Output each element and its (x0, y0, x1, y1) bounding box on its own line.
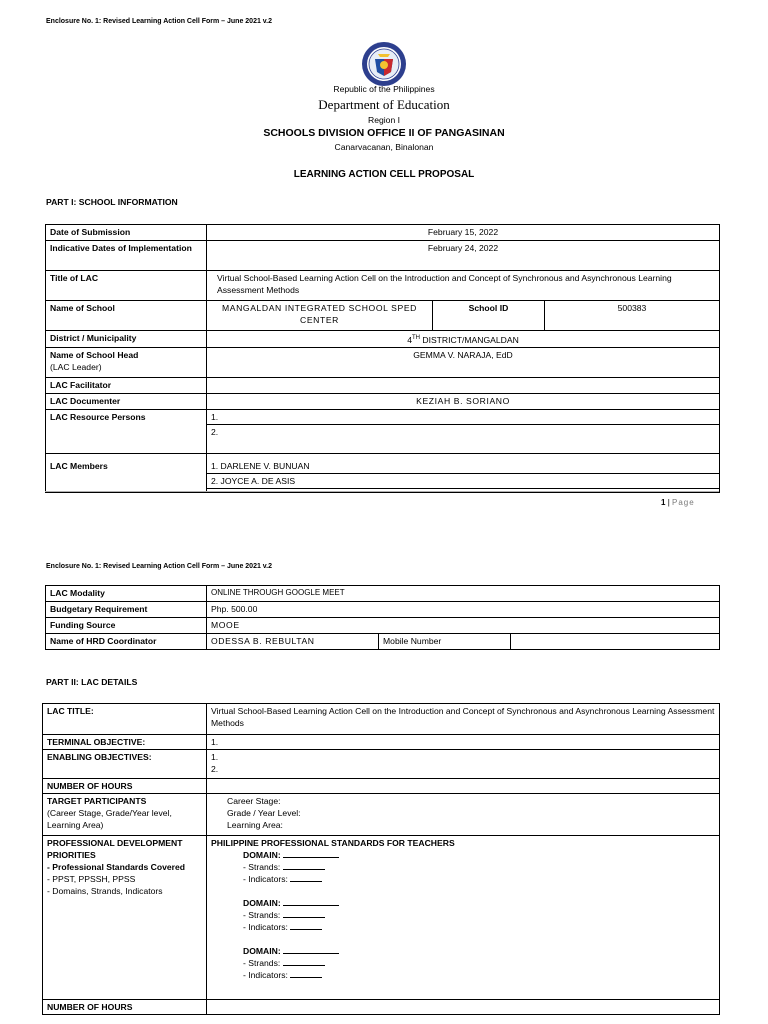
value-member-1: 1. DARLENE V. BUNUAN (207, 453, 720, 473)
indicators-3 (211, 969, 715, 981)
strands-1-label: - Strands: (243, 862, 281, 872)
value-target-participants (207, 794, 720, 836)
domain-3 (211, 945, 715, 957)
page-word: Page (672, 498, 695, 507)
indicators-3-label: - Indicators: (243, 970, 288, 980)
indicators-2 (211, 921, 715, 933)
value-documenter: KEZIAH B. SORIANO (207, 393, 720, 409)
label-documenter: LAC Documenter (46, 393, 207, 409)
label-mobile: Mobile Number (379, 634, 511, 650)
pd-priorities-title-2: PRIORITIES (47, 850, 96, 860)
indicators-1-label: - Indicators: (243, 874, 288, 884)
label-title-lac: Title of LAC (46, 271, 207, 301)
value-hrd: ODESSA B. REBULTAN (207, 634, 379, 650)
label-hrd: Name of HRD Coordinator (46, 634, 207, 650)
label-modality: LAC Modality (46, 586, 207, 602)
label-enabling-objectives: ENABLING OBJECTIVES: (43, 750, 207, 779)
republic-text: Republic of the Philippines (333, 84, 435, 94)
label-name-school: Name of School (46, 301, 207, 331)
strands-3 (211, 957, 715, 969)
region-text: Region I (367, 115, 400, 125)
learning-area-label: Learning Area: (227, 820, 283, 830)
label-date-submission: Date of Submission (46, 225, 207, 241)
label-members: LAC Members (46, 453, 207, 492)
school-info-table (45, 224, 720, 493)
deped-seal (361, 41, 407, 87)
page-number (661, 498, 695, 507)
district-name: DISTRICT/MANGALDAN (419, 334, 519, 345)
district-superscript: TH (411, 335, 420, 341)
district-number: 4 (407, 334, 412, 345)
value-resource-1: 1. (207, 409, 720, 424)
enabling-objective-2: 2. (211, 764, 219, 774)
target-participants-title: TARGET PARTICIPANTS (47, 796, 147, 806)
enclosure-label-page2: Enclosure No. 1: Revised Learning Action Cell Form – June 2021 v.2 (46, 563, 273, 570)
pd-priorities-title-1: PROFESSIONAL DEVELOPMENT (47, 838, 183, 848)
label-budget: Budgetary Requirement (46, 602, 207, 618)
domain-3-label: DOMAIN: (243, 946, 281, 956)
pd-sub-domains: - Domains, Strands, Indicators (47, 886, 163, 896)
value-modality: ONLINE THROUGH GOOGLE MEET (207, 586, 720, 602)
label-pd-priorities (43, 836, 207, 1000)
value-date-submission: February 15, 2022 (207, 225, 720, 241)
domain-2-label: DOMAIN: (243, 898, 281, 908)
label-terminal-objective: TERMINAL OBJECTIVE: (43, 735, 207, 750)
part1-title: PART I: SCHOOL INFORMATION (46, 197, 178, 207)
value-funding: MOOE (207, 618, 720, 634)
indicators-2-label: - Indicators: (243, 922, 288, 932)
career-stage-label: Career Stage: (227, 796, 281, 806)
value-budget: Php. 500.00 (207, 602, 720, 618)
value-lac-title: Virtual School-Based Learning Action Cell on the Introduction and Concept of Synchronous and Asynchronous Learning Assessment Methods (207, 704, 720, 735)
lac-details-table (42, 703, 720, 1015)
label-number-of-hours-2: NUMBER OF HOURS (43, 1000, 207, 1015)
pd-sub-ppst: - PPST, PPSSH, PPSS (47, 874, 136, 884)
page1-footer-rule (45, 491, 719, 492)
strands-2 (211, 909, 715, 921)
value-resource-2: 2. (207, 424, 720, 453)
label-funding: Funding Source (46, 618, 207, 634)
strands-2-label: - Strands: (243, 910, 281, 920)
value-member-2: 2. JOYCE A. DE ASIS (207, 473, 720, 488)
label-district: District / Municipality (46, 331, 207, 348)
strands-3-label: - Strands: (243, 958, 281, 968)
label-school-head (46, 347, 207, 377)
value-indicative-dates: February 24, 2022 (207, 241, 720, 271)
value-district (207, 331, 720, 348)
label-school-id: School ID (433, 301, 545, 331)
value-pd-priorities (207, 836, 720, 1000)
department-title: Department of Education (318, 97, 450, 112)
strands-1 (211, 861, 715, 873)
page-separator: | (667, 498, 670, 507)
label-lac-title: LAC TITLE: (43, 704, 207, 735)
document-title: LEARNING ACTION CELL PROPOSAL (293, 169, 475, 180)
target-participants-sub-1: (Career Stage, Grade/Year level, (47, 808, 172, 818)
label-facilitator: LAC Facilitator (46, 377, 207, 393)
value-title-lac: Virtual School-Based Learning Action Cell on the Introduction and Concept of Synchronous and Asynchronous Learning Assessment Methods (207, 271, 720, 301)
target-participants-sub-2: Learning Area) (47, 820, 104, 830)
domain-1-label: DOMAIN: (243, 850, 281, 860)
value-number-of-hours-2 (207, 1000, 720, 1015)
part2-title: PART II: LAC DETAILS (46, 677, 138, 687)
page-number-value: 1 (661, 498, 666, 507)
label-target-participants (43, 794, 207, 836)
pd-sub-standards: - Professional Standards Covered (47, 862, 186, 872)
address-text: Canarvacanan, Binalonan (334, 142, 434, 152)
value-terminal-objective: 1. (207, 735, 720, 750)
domain-2 (211, 897, 715, 909)
domain-1 (211, 849, 715, 861)
division-title: SCHOOLS DIVISION OFFICE II OF PANGASINAN (263, 127, 505, 139)
value-number-of-hours (207, 779, 720, 794)
value-name-school: MANGALDAN INTEGRATED SCHOOL SPED CENTER (207, 301, 433, 331)
indicators-1 (211, 873, 715, 885)
value-facilitator (207, 377, 720, 393)
value-school-head: GEMMA V. NARAJA, EdD (207, 347, 720, 377)
label-number-of-hours: NUMBER OF HOURS (43, 779, 207, 794)
value-enabling-objectives (207, 750, 720, 779)
lac-logistics-table (45, 585, 720, 650)
school-head-sublabel: (LAC Leader) (50, 361, 102, 372)
value-school-id: 500383 (545, 301, 720, 331)
ppst-title: PHILIPPINE PROFESSIONAL STANDARDS FOR TEACHERS (211, 838, 455, 848)
grade-level-label: Grade / Year Level: (227, 808, 301, 818)
school-head-label: Name of School Head (50, 349, 139, 360)
enabling-objective-1: 1. (211, 752, 219, 762)
label-resource-persons: LAC Resource Persons (46, 409, 207, 453)
label-indicative-dates: Indicative Dates of Implementation (46, 241, 207, 271)
value-mobile (511, 634, 720, 650)
enclosure-label: Enclosure No. 1: Revised Learning Action Cell Form – June 2021 v.2 (46, 18, 273, 25)
